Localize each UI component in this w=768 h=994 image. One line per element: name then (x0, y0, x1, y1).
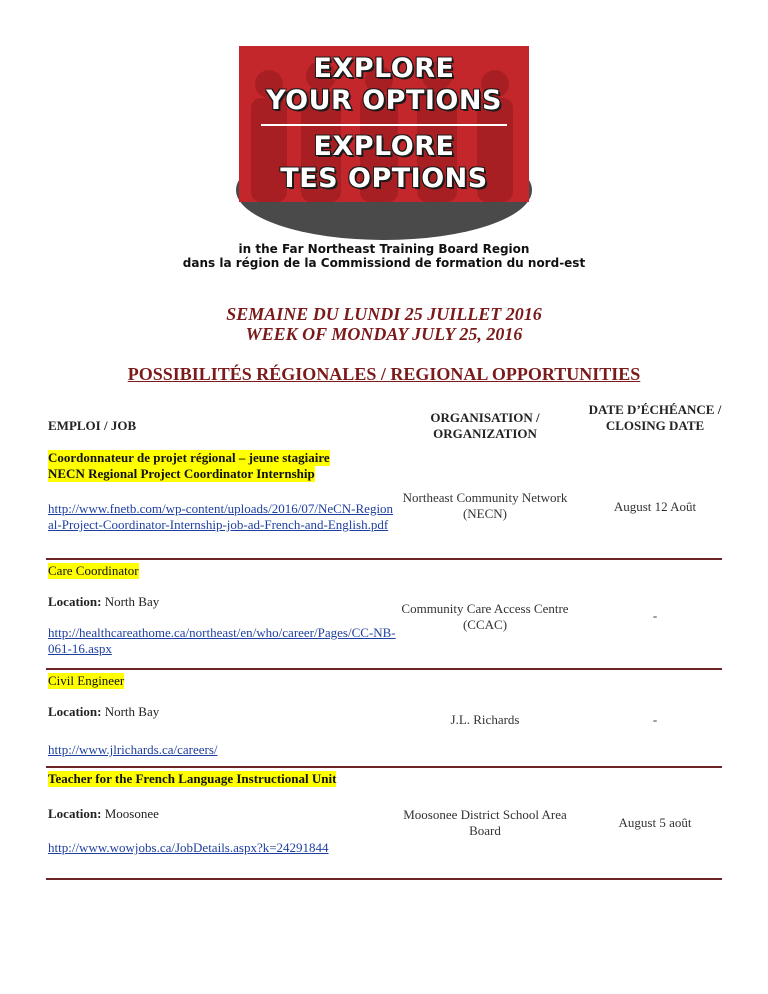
location-label: Location: (48, 806, 102, 821)
header-closing-date: DATE D’ÉCHÉANCE / CLOSING DATE (588, 402, 722, 433)
organization: Northeast Community Network (NECN) (402, 490, 568, 521)
logo-text-line1: EXPLORE (313, 53, 455, 84)
row-divider (46, 766, 722, 768)
location-label: Location: (48, 704, 102, 719)
organization: Moosonee District School Area Board (403, 807, 567, 838)
header-job: EMPLOI / JOB (48, 418, 137, 433)
closing-date: August 12 Août (613, 499, 697, 514)
job-link[interactable]: http://www.wowjobs.ca/JobDetails.aspx?k=24291844 (48, 840, 329, 855)
job-title-en: NECN Regional Project Coordinator Internship (48, 466, 315, 481)
location-value: North Bay (104, 594, 160, 609)
region-french: dans la région de la Commissiond de formation du nord-est (182, 256, 586, 270)
row-divider (46, 558, 722, 560)
logo-text-line4: TES OPTIONS (280, 163, 488, 194)
organization: J.L. Richards (450, 712, 520, 727)
job-title: Care Coordinator (48, 563, 139, 578)
row-divider (46, 668, 722, 670)
week-heading-english: WEEK OF MONDAY JULY 25, 2016 (245, 324, 523, 344)
logo-text-line3: EXPLORE (313, 131, 455, 162)
header-organization: ORGANISATION / ORGANIZATION (430, 410, 540, 441)
explore-options-logo (0, 0, 768, 270)
location-label: Location: (48, 594, 102, 609)
row-divider (46, 878, 722, 880)
region-english: in the Far Northeast Training Board Region (238, 242, 530, 256)
closing-date: - (652, 608, 658, 623)
job-title: Teacher for the French Language Instructional Unit (48, 771, 337, 786)
location-value: North Bay (104, 704, 160, 719)
job-title: Civil Engineer (48, 673, 125, 688)
logo-divider (261, 124, 507, 126)
job-link[interactable]: http://www.jlrichards.ca/careers/ (48, 742, 218, 757)
week-heading-french: SEMAINE DU LUNDI 25 JUILLET 2016 (226, 304, 542, 324)
job-location (48, 704, 159, 720)
organization: Community Care Access Centre (CCAC) (401, 601, 569, 632)
job-link[interactable]: http://healthcareathome.ca/northeast/en/who/career/Pages/CC-NB-061-16.aspx (48, 625, 396, 656)
closing-date: - (652, 712, 658, 727)
job-link[interactable]: http://www.fnetb.com/wp-content/uploads/2016/07/NeCN-Regional-Project-Coordinator-Internship-job-ad-French-and-English.pdf (48, 501, 394, 532)
job-title-fr: Coordonnateur de projet régional – jeune stagiaire (48, 450, 330, 465)
job-location (48, 806, 159, 822)
logo-banner (239, 46, 529, 202)
section-title: POSSIBILITÉS RÉGIONALES / REGIONAL OPPORTUNITIES (127, 364, 641, 384)
closing-date: August 5 août (618, 815, 692, 830)
logo-text-line2: YOUR OPTIONS (266, 85, 502, 116)
job-location (48, 594, 159, 610)
location-value: Moosonee (104, 806, 159, 821)
